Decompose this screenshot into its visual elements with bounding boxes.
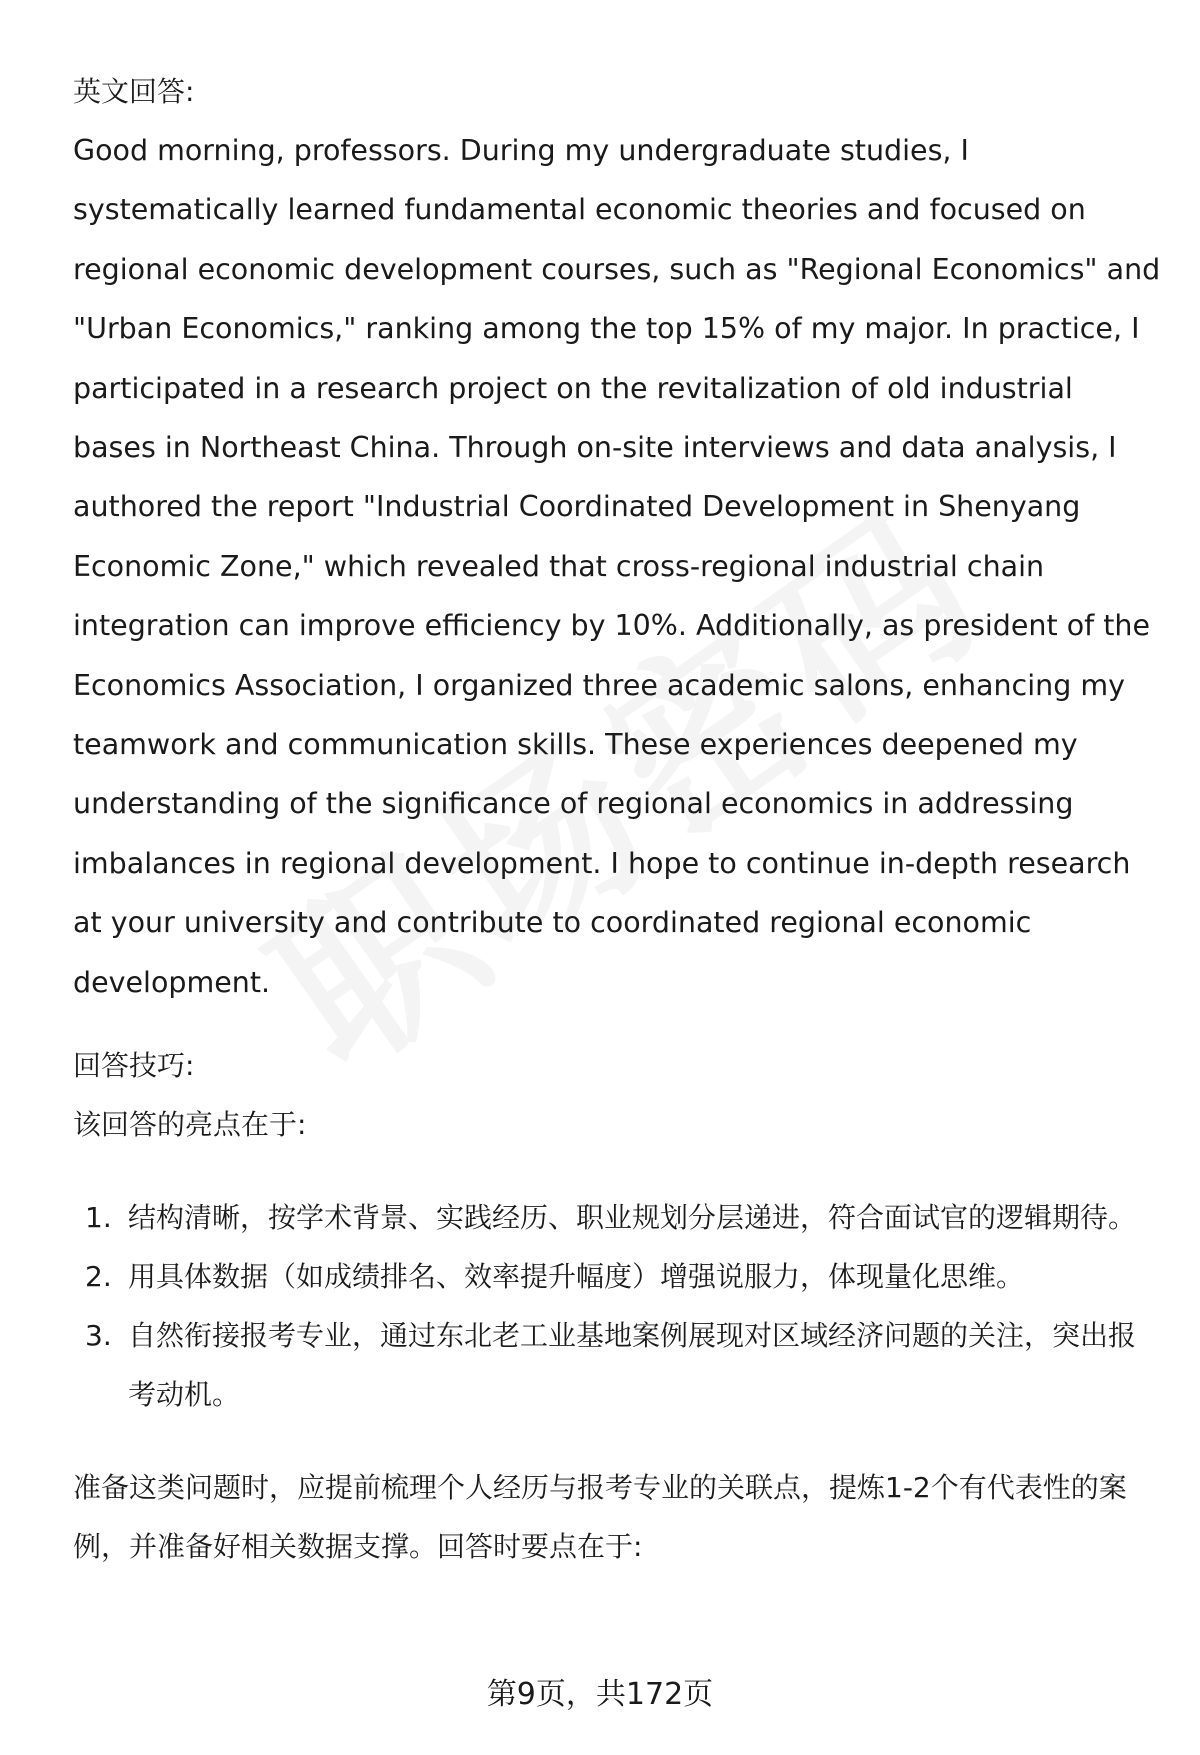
list-item-number: 1. [85,1201,112,1235]
tips-heading: 回答技巧: [73,1049,195,1083]
english-answer-heading: 英文回答: [73,75,195,108]
english-answer-body: Good morning, professors. During my undergraduate studies, I systematically learned fundamental economic theories and focused on regional economic development courses, such as "Regional Economics" and "Urban Economics," ranking among the top 15% of my major. In practice, I participated in a research project on the revitalization of old industrial bases in Northeast China. Through on-site interviews and data analysis, I authored the report "Industrial Coordinated Development in Shenyang Economic Zone," which revealed that cross-regional industrial chain integration can improve efficiency by 10%. Additionally, as president of the Economics Association, I organized three academic salons, enhancing my teamwork and communication skills. These experiences deepened my understanding of the significance of regional economics in addressing imbalances in regional development. I hope to continue in-depth research at your university and contribute to coordinated regional economic development. [73,134,1161,999]
page-content [73,62,1163,1576]
closing-paragraph: 准备这类问题时，应提前梳理个人经历与报考专业的关联点，提炼1-2个有代表性的案例，并准备好相关数据支撑。回答时要点在于: [73,1471,1127,1564]
list-item [73,1188,1163,1247]
list-item-text: 结构清晰，按学术背景、实践经历、职业规划分层递进，符合面试官的逻辑期待。 [128,1201,1137,1235]
list-item-number: 3. [85,1319,112,1353]
list-item-text: 用具体数据（如成绩排名、效率提升幅度）增强说服力，体现量化思维。 [128,1260,1025,1294]
tips-list [73,1188,1163,1424]
tips-intro: 该回答的亮点在于: [73,1108,307,1142]
page-number: 第9页，共172页 [486,1677,714,1712]
list-item-number: 2. [85,1260,112,1294]
list-item [73,1247,1163,1306]
list-item [73,1306,1163,1424]
list-item-text: 自然衔接报考专业，通过东北老工业基地案例展现对区域经济问题的关注，突出报考动机。 [128,1319,1137,1412]
section-spacer [73,1012,1163,1036]
